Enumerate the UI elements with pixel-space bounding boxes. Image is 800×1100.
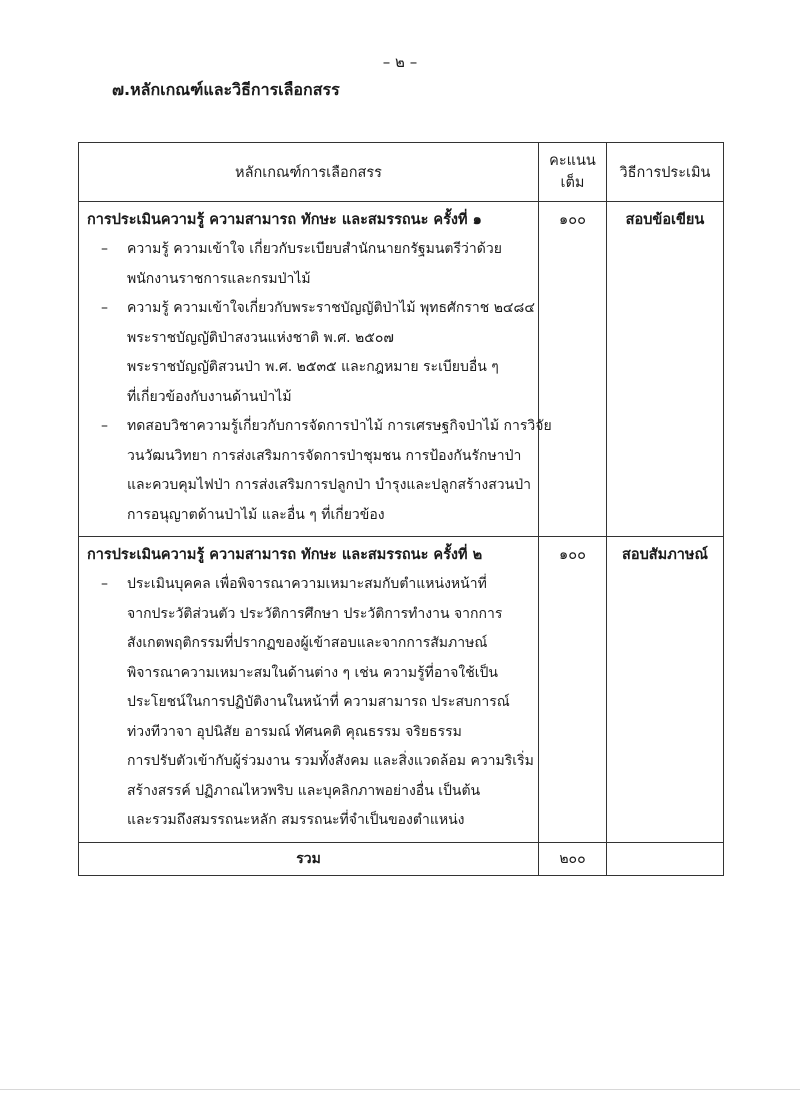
bullet-dash: –: [101, 300, 108, 316]
bullet-line: พิจารณาความเหมาะสมในด้านต่าง ๆ เช่น ความรู้ที่อาจใช้เป็น: [127, 664, 498, 681]
bullet-line: และรวมถึงสมรรถนะหลัก สมรรถนะที่จำเป็นของตำแหน่ง: [127, 812, 465, 828]
header-method: วิธีการประเมิน: [607, 143, 724, 202]
score-cell: ๑๐๐: [539, 537, 607, 843]
bullet-dash: –: [101, 241, 108, 257]
bullet-line: พนักงานราชการและกรมป่าไม้: [127, 270, 311, 287]
method-cell: สอบข้อเขียน: [607, 202, 724, 537]
total-score: ๒๐๐: [539, 842, 607, 875]
bullet-dash: –: [101, 576, 108, 592]
table-row: [79, 537, 724, 843]
total-label: รวม: [79, 842, 539, 875]
bullet-line: ที่เกี่ยวข้องกับงานด้านป่าไม้: [127, 388, 292, 405]
bullet-line: จากประวัติส่วนตัว ประวัติการศึกษา ประวัติการทำงาน จากการ: [127, 605, 503, 622]
bullet-line: พระราชบัญญัติป่าสงวนแห่งชาติ พ.ศ. ๒๕๐๗: [127, 329, 394, 346]
bullet-line: ท่วงทีวาจา อุปนิสัย อารมณ์ ทัศนคติ คุณธรรม จริยธรรม: [127, 723, 462, 740]
criteria-cell: [79, 537, 539, 843]
criteria-cell: [79, 202, 552, 537]
section-heading: ๗.หลักเกณฑ์และวิธีการเลือกสรร: [112, 80, 340, 99]
criteria-bullet: [87, 412, 552, 530]
bullet-line: ความรู้ ความเข้าใจ เกี่ยวกับระเบียบสำนักนายกรัฐมนตรีว่าด้วย: [127, 241, 502, 257]
bullet-line: และควบคุมไฟป่า การส่งเสริมการปลูกป่า บำรุงและปลูกสร้างสวนป่า: [127, 477, 531, 493]
bullet-line: วนวัฒนวิทยา การส่งเสริมการจัดการป่าชุมชน การป้องกันรักษาป่า: [127, 447, 522, 464]
bullet-line: ความรู้ ความเข้าใจเกี่ยวกับพระราชบัญญัติป่าไม้ พุทธศักราช ๒๔๘๔: [127, 300, 535, 316]
criteria-title: การประเมินความรู้ ความสามารถ ทักษะ และสมรรถนะ ครั้งที่ ๒: [87, 547, 483, 563]
total-row: [79, 842, 724, 875]
score-cell: ๑๐๐: [539, 202, 607, 537]
bullet-line: พระราชบัญญัติสวนป่า พ.ศ. ๒๕๓๕ และกฎหมาย ระเบียบอื่น ๆ: [127, 359, 499, 375]
header-score-line1: คะแนน: [549, 153, 596, 169]
bullet-line: สร้างสรรค์ ปฏิภาณไหวพริบ และบุคลิกภาพอย่างอื่น เป็นต้น: [127, 782, 481, 799]
bullet-line: ประโยชน์ในการปฏิบัติงานในหน้าที่ ความสามารถ ประสบการณ์: [127, 694, 510, 710]
criteria-bullet: [87, 235, 530, 294]
criteria-bullet: [87, 570, 534, 836]
page-edge-divider: [0, 1089, 800, 1090]
criteria-table: [78, 142, 724, 876]
method-cell: สอบสัมภาษณ์: [607, 537, 724, 843]
bullet-line: สังเกตพฤติกรรมที่ปรากฏของผู้เข้าสอบและจากการสัมภาษณ์: [127, 635, 488, 651]
bullet-line: ทดสอบวิชาความรู้เกี่ยวกับการจัดการป่าไม้ การเศรษฐกิจป่าไม้ การวิจัย: [127, 418, 552, 434]
bullet-line: การอนุญาตด้านป่าไม้ และอื่น ๆ ที่เกี่ยวข้อง: [127, 506, 385, 523]
bullet-line: การปรับตัวเข้ากับผู้ร่วมงาน รวมทั้งสังคม และสิ่งแวดล้อม ความริเริ่ม: [127, 753, 534, 769]
table-header-row: [79, 143, 724, 202]
table-row: [79, 202, 724, 537]
total-method: [607, 842, 724, 875]
criteria-title: การประเมินความรู้ ความสามารถ ทักษะ และสมรรถนะ ครั้งที่ ๑: [87, 212, 482, 228]
page-number: – ๒ –: [382, 53, 418, 71]
bullet-line: ประเมินบุคคล เพื่อพิจารณาความเหมาะสมกับตำแหน่งหน้าที่: [127, 576, 487, 592]
header-score-line2: เต็ม: [560, 175, 585, 191]
header-criteria: หลักเกณฑ์การเลือกสรร: [79, 143, 539, 202]
header-score: [539, 143, 607, 202]
bullet-dash: –: [101, 418, 108, 434]
criteria-bullet: [87, 294, 535, 412]
